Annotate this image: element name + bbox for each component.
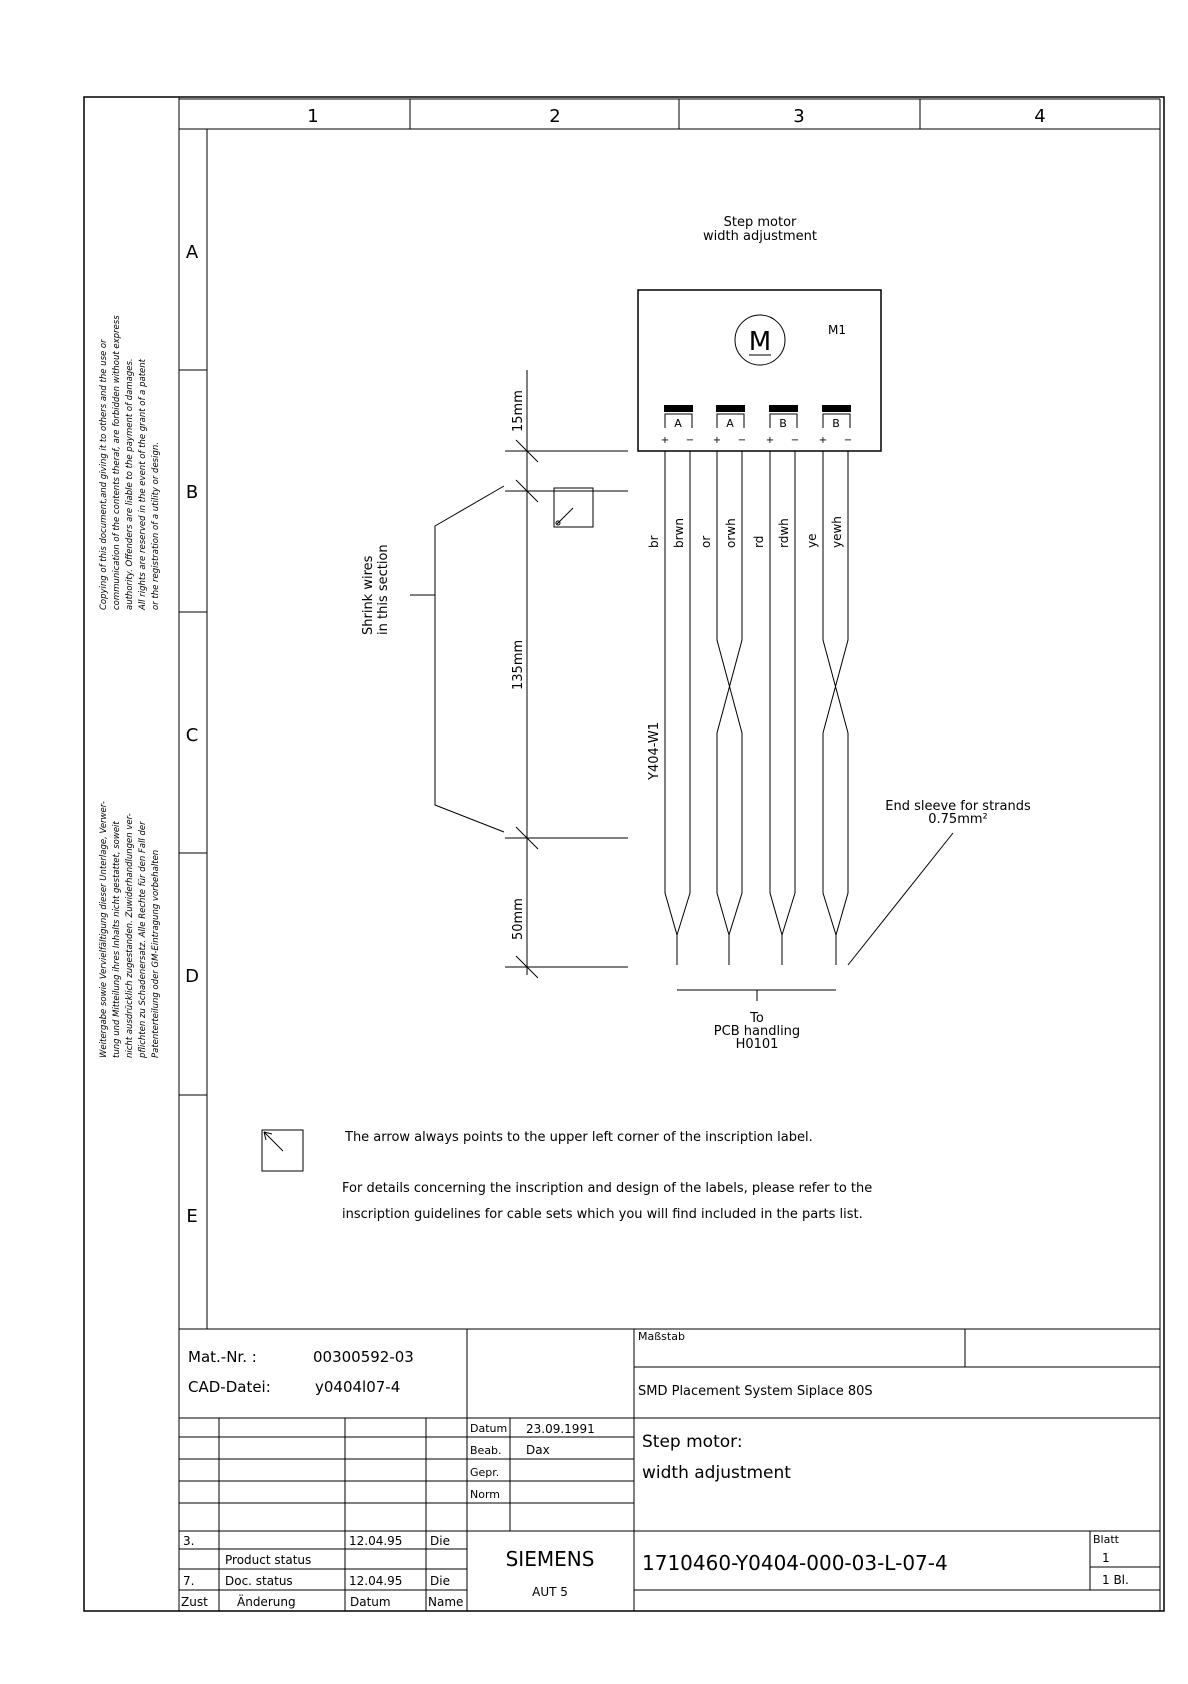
svg-text:communication of the contents: communication of the contents theraf, are forbidden without express bbox=[112, 315, 122, 610]
svg-text:yewh: yewh bbox=[830, 516, 844, 548]
company-name: SIEMENS bbox=[505, 1547, 595, 1571]
grid-col-2: 2 bbox=[549, 106, 561, 127]
datum-value: 23.09.1991 bbox=[526, 1422, 595, 1436]
bl-total: 1 Bl. bbox=[1102, 1573, 1129, 1587]
motor-symbol-letter: M bbox=[748, 327, 772, 357]
svg-text:B: B bbox=[832, 417, 840, 430]
note-details-1: For details concerning the inscription and design of the labels, please refer to the bbox=[342, 1181, 873, 1196]
cad-label: CAD-Datei: bbox=[188, 1378, 271, 1396]
grid-col-3: 3 bbox=[793, 106, 805, 127]
motor-terminals bbox=[661, 405, 852, 446]
svg-text:All rights are reserved in the: All rights are reserved in the event of the grant of a patent bbox=[138, 359, 148, 610]
note-details-2: inscription guidelines for cable sets which you will find included in the parts list. bbox=[342, 1207, 863, 1222]
svg-text:rd: rd bbox=[752, 535, 766, 548]
blatt-value: 1 bbox=[1102, 1551, 1110, 1565]
dim-top: 15mm bbox=[511, 390, 526, 432]
gepr-label: Gepr. bbox=[470, 1466, 500, 1479]
svg-text:or: or bbox=[699, 535, 713, 548]
note-arrow: The arrow always points to the upper left corner of the inscription label. bbox=[345, 1130, 813, 1145]
grid-row-e: E bbox=[186, 1206, 198, 1227]
grid-row-c: C bbox=[185, 725, 199, 746]
department: AUT 5 bbox=[532, 1585, 568, 1599]
dim-middle: 135mm bbox=[511, 639, 526, 690]
svg-text:br: br bbox=[647, 535, 661, 548]
grid-row-a: A bbox=[185, 242, 199, 263]
rev1-date: 12.04.95 bbox=[349, 1534, 403, 1548]
mat-nr-value: 00300592-03 bbox=[313, 1348, 414, 1366]
grid-row-b: B bbox=[185, 482, 199, 503]
svg-text:rdwh: rdwh bbox=[777, 518, 791, 548]
svg-text:−: − bbox=[737, 435, 747, 446]
grid-col-4: 4 bbox=[1034, 106, 1046, 127]
svg-text:−: − bbox=[790, 435, 800, 446]
svg-text:+: + bbox=[765, 435, 775, 446]
copyright-notice-en bbox=[99, 315, 161, 611]
drawing-title-1: Step motor: bbox=[642, 1432, 743, 1452]
svg-text:orwh: orwh bbox=[724, 518, 738, 548]
destination-1: To bbox=[750, 1011, 764, 1026]
svg-text:B: B bbox=[779, 417, 787, 430]
shrink-bracket bbox=[435, 486, 504, 832]
grid-row-d: D bbox=[185, 966, 199, 987]
datum-label: Datum bbox=[470, 1422, 508, 1435]
grid-col-1: 1 bbox=[307, 106, 319, 127]
end-sleeve-2: 0.75mm² bbox=[928, 812, 988, 827]
end-sleeve-1: End sleeve for strands bbox=[885, 799, 1031, 814]
svg-text:+: + bbox=[818, 435, 828, 446]
rev1-name: Die bbox=[430, 1534, 450, 1548]
shrink-note-1: Shrink wires bbox=[361, 555, 376, 635]
svg-text:ye: ye bbox=[805, 533, 819, 548]
beab-value: Dax bbox=[526, 1443, 550, 1457]
mat-nr-label: Mat.-Nr. : bbox=[188, 1348, 257, 1366]
svg-text:nicht ausdrücklich zugestanden: nicht ausdrücklich zugestanden. Zuwiderhandlungen ver- bbox=[125, 813, 135, 1058]
svg-text:pflichten zu Schadenersatz. Al: pflichten zu Schadenersatz. Alle Rechte für den Fall der bbox=[138, 821, 148, 1058]
massstab-label: Maßstab bbox=[638, 1330, 685, 1343]
hdr-datum: Datum bbox=[350, 1595, 391, 1609]
motor-title-1: Step motor bbox=[723, 215, 797, 230]
motor-ref: M1 bbox=[828, 323, 846, 337]
wire-harness bbox=[665, 451, 848, 1001]
rev2-zust: 7. bbox=[183, 1574, 195, 1588]
hdr-aenderung: Änderung bbox=[237, 1595, 296, 1609]
destination-2: PCB handling bbox=[713, 1024, 801, 1039]
svg-text:brwn: brwn bbox=[672, 518, 686, 548]
svg-text:A: A bbox=[674, 417, 682, 430]
dim-bottom: 50mm bbox=[511, 898, 526, 940]
cad-value: y0404l07-4 bbox=[315, 1378, 401, 1396]
svg-text:+: + bbox=[712, 435, 722, 446]
svg-text:−: − bbox=[843, 435, 853, 446]
rev2-date: 12.04.95 bbox=[349, 1574, 403, 1588]
wire-labels bbox=[647, 516, 844, 548]
hdr-name: Name bbox=[428, 1595, 464, 1609]
svg-text:Copying of this document,and g: Copying of this document,and giving it to others and the use or bbox=[99, 339, 109, 610]
svg-text:authority. Offenders are liabl: authority. Offenders are liable to the payment of damages. bbox=[125, 358, 135, 610]
rev2-name: Die bbox=[430, 1574, 450, 1588]
svg-text:tung und Mitteilung ihres Inha: tung und Mitteilung ihres Inhalts nicht gestattet, soweit bbox=[112, 821, 122, 1058]
shrink-note-2: in this section bbox=[376, 544, 391, 635]
svg-text:+: + bbox=[660, 435, 670, 446]
copyright-notice-de bbox=[99, 801, 161, 1059]
beab-label: Beab. bbox=[470, 1444, 502, 1457]
rev1-text: Product status bbox=[225, 1553, 312, 1567]
rev2-text: Doc. status bbox=[225, 1574, 293, 1588]
hdr-zust: Zust bbox=[181, 1595, 208, 1609]
motor-title-2: width adjustment bbox=[703, 229, 817, 244]
rev1-zust: 3. bbox=[183, 1534, 195, 1548]
end-sleeve-leader bbox=[848, 833, 953, 965]
blatt-label: Blatt bbox=[1093, 1533, 1119, 1546]
svg-text:or the registration of a utili: or the registration of a utility or design. bbox=[151, 442, 161, 610]
norm-label: Norm bbox=[470, 1488, 501, 1501]
svg-text:−: − bbox=[685, 435, 695, 446]
svg-text:Weitergabe sowie Vervielfältig: Weitergabe sowie Vervielfältigung dieser Unterlage, Verwer- bbox=[99, 801, 109, 1058]
destination-3: H0101 bbox=[735, 1037, 779, 1052]
drawing-number: 1710460-Y0404-000-03-L-07-4 bbox=[642, 1551, 948, 1575]
svg-text:Patenterteilung oder GM-Eintra: Patenterteilung oder GM-Eintragung vorbehalten bbox=[151, 849, 161, 1058]
drawing-title-2: width adjustment bbox=[642, 1463, 791, 1483]
system-name: SMD Placement System Siplace 80S bbox=[638, 1384, 873, 1399]
svg-text:A: A bbox=[726, 417, 734, 430]
cable-id: Y404-W1 bbox=[647, 721, 662, 780]
